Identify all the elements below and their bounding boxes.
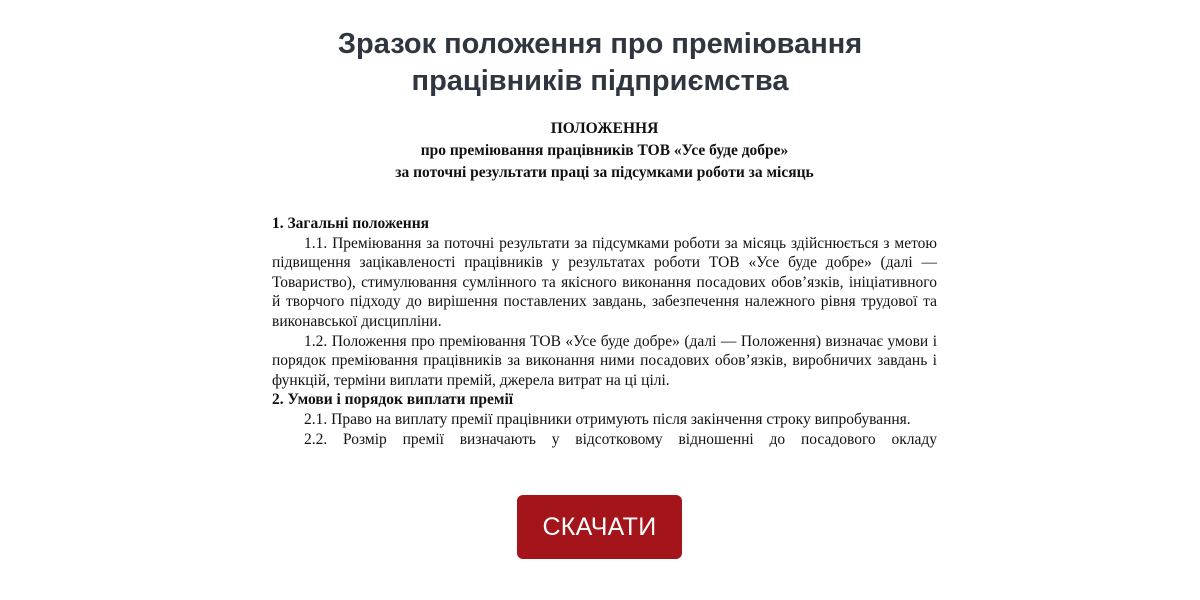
section-title: 1. Загальні положення xyxy=(272,215,430,232)
document-heading: ПОЛОЖЕННЯ xyxy=(550,120,659,137)
section-title: 2. Умови і порядок виплати премії xyxy=(272,391,514,409)
paragraph-1-2: 1.2. Положення про преміювання ТОВ «Усе буде добре» (далі — Положення) визначає умови і порядок преміювання працівників за виконання ними посадових обов’язків, виробничих завдань і функцій, терміни виплати премій, джерела витрат на ці цілі. xyxy=(272,332,937,389)
document-preview xyxy=(272,118,937,449)
document-header xyxy=(272,118,937,184)
section-1 xyxy=(272,214,937,390)
page-title xyxy=(0,26,1200,100)
document-body xyxy=(272,214,937,449)
section-2 xyxy=(272,390,937,449)
paragraph-2-2: 2.2. Розмір премії визначають у відсотковому відношенні до посадового окладу xyxy=(304,430,937,448)
page-title-line-1: Зразок положення про преміювання xyxy=(337,28,863,60)
download-button[interactable]: СКАЧАТИ xyxy=(517,495,682,559)
document-subheading-1: про преміювання працівників ТОВ «Усе буде добре» xyxy=(420,142,789,159)
document-subheading-2: за поточні результати праці за підсумками роботи за місяць xyxy=(395,164,814,181)
paragraph-1-1: 1.1. Преміювання за поточні результати за підсумками роботи за місяць здійснюється з метою підвищення зацікавленості працівників у результатах роботи ТОВ «Усе буде добре» (далі — Товариство), стимулювання сумлінного та якісного виконання посадових обов’язків, ініціативного й творчого підходу до вирішення поставлених завдань, забезпечення належного рівня трудової та виконавської дисципліни. xyxy=(272,234,937,330)
page-title-line-2: працівників підприємства xyxy=(411,65,789,97)
paragraph-2-1: 2.1. Право на виплату премії працівники отримують після закінчення строку випробування. xyxy=(304,410,911,428)
